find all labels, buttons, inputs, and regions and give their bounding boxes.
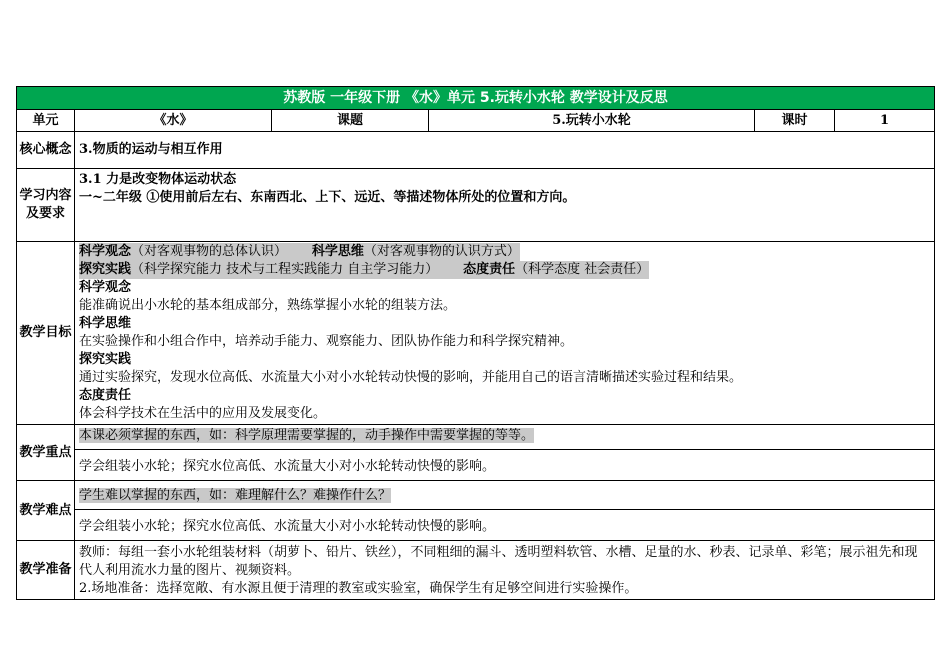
key-points-label: 教学重点	[17, 425, 75, 481]
preparation-cell	[75, 541, 935, 600]
unit-label: 单元	[17, 110, 75, 132]
difficulties-text: 学会组装小水轮；探究水位高低、水流量大小对小水轮转动快慢的影响。	[79, 519, 496, 534]
legend-inquiry-practice-title: 探究实践	[79, 262, 132, 277]
core-concept-row	[17, 132, 935, 169]
difficulties-cell	[75, 481, 935, 541]
header-row	[17, 110, 935, 132]
period-label: 课时	[755, 110, 835, 132]
objectives-row	[17, 242, 935, 425]
preparation-label: 教学准备	[17, 541, 75, 600]
legend-science-thinking-title: 科学思维	[311, 244, 364, 259]
key-points-hint: 本课必须掌握的东西，如：科学原理需要掌握的，动手操作中需要掌握的等等。	[79, 428, 535, 443]
preparation-line-2: 2.场地准备：选择宽敞、有水源且便于清理的教室或实验室，确保学生有足够空间进行实验操作。	[79, 581, 638, 596]
requirements-line-2: 一~二年级 ①使用前后左右、东南西北、上下、远近、等描述物体所处的位置和方向。	[79, 190, 576, 205]
core-concept-label: 核心概念	[17, 132, 75, 169]
objectives-cell	[75, 242, 935, 425]
legend-science-concept-desc: （对客观事物的总体认识）	[131, 244, 288, 259]
requirements-cell	[75, 169, 935, 242]
objective-text: 体会科学技术在生活中的应用及发展变化。	[79, 406, 327, 421]
unit-value: 《水》	[75, 110, 272, 132]
objectives-legend-1	[79, 243, 930, 261]
objective-text: 通过实验探究，发现水位高低、水流量大小对小水轮转动快慢的影响，并能用自己的语言清晰描述实验过程和结果。	[79, 370, 743, 385]
key-points-hint-box	[75, 425, 934, 450]
objective-heading: 态度责任	[79, 388, 132, 403]
requirements-row	[17, 169, 935, 242]
title-row	[17, 87, 935, 110]
objectives-legend-1-highlight	[79, 243, 520, 261]
objective-heading: 科学思维	[79, 316, 132, 331]
objective-text: 能准确说出小水轮的基本组成部分，熟练掌握小水轮的组装方法。	[79, 298, 457, 313]
legend-attitude-title: 态度责任	[463, 262, 516, 277]
topic-label: 课题	[272, 110, 429, 132]
requirements-line-1: 3.1 力是改变物体运动状态	[79, 172, 237, 187]
legend-attitude-desc: （科学态度 社会责任）	[515, 262, 650, 277]
legend-science-thinking-desc: （对客观事物的认识方式）	[363, 244, 520, 259]
key-points-row	[17, 425, 935, 481]
key-points-text: 学会组装小水轮；探究水位高低、水流量大小对小水轮转动快慢的影响。	[79, 459, 496, 474]
objective-heading: 探究实践	[79, 352, 132, 367]
core-concept-text: 3.物质的运动与相互作用	[75, 132, 935, 169]
difficulties-label: 教学难点	[17, 481, 75, 541]
difficulties-row	[17, 481, 935, 541]
period-value: 1	[835, 110, 935, 132]
preparation-row	[17, 541, 935, 600]
legend-inquiry-practice-desc: （科学探究能力 技术与工程实践能力 自主学习能力）	[131, 262, 439, 277]
document-title: 苏教版 一年级下册 《水》单元 5.玩转小水轮 教学设计及反思	[17, 87, 935, 110]
difficulties-hint: 学生难以掌握的东西，如：难理解什么？难操作什么？	[79, 488, 392, 503]
legend-science-concept-title: 科学观念	[79, 244, 132, 259]
key-points-cell	[75, 425, 935, 481]
lesson-plan-table	[16, 86, 935, 600]
difficulties-hint-box	[75, 481, 934, 510]
objectives-label: 教学目标	[17, 242, 75, 425]
objectives-legend-2-highlight	[79, 261, 649, 279]
objective-heading: 科学观念	[79, 280, 132, 295]
lesson-plan-document	[16, 86, 934, 600]
objectives-legend-2	[79, 261, 930, 279]
requirements-label: 学习内容及要求	[17, 169, 75, 242]
topic-value: 5.玩转小水轮	[429, 110, 755, 132]
preparation-line-1: 教师：每组一套小水轮组装材料（胡萝卜、铅片、铁丝），不同粗细的漏斗、透明塑料软管、水槽、足量的水、秒表、记录单、彩笔；展示祖先和现代人利用流水力量的图片、视频资料。	[79, 545, 918, 578]
objective-text: 在实验操作和小组合作中，培养动手能力、观察能力、团队协作能力和科学探究精神。	[79, 334, 574, 349]
